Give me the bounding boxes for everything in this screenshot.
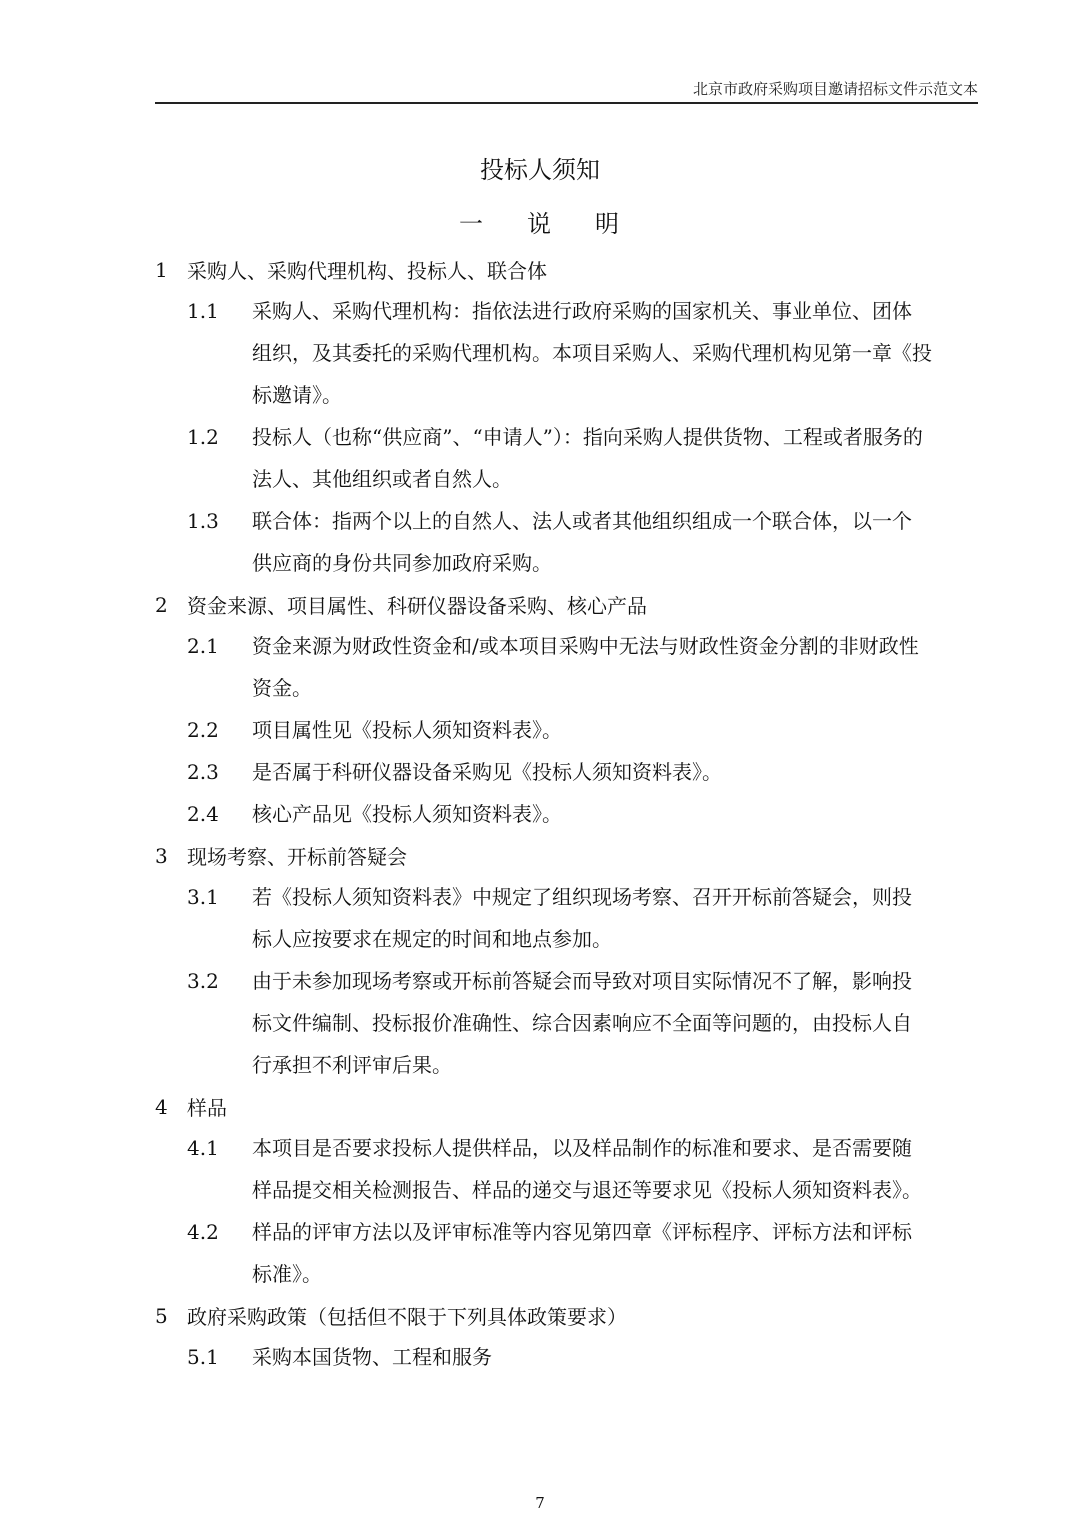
clause-text bbox=[252, 876, 981, 960]
section-heading bbox=[155, 1295, 981, 1336]
clause bbox=[155, 625, 981, 709]
clause-line: 采购本国货物、工程和服务 bbox=[252, 1345, 492, 1369]
clause bbox=[155, 751, 981, 793]
clause-text bbox=[252, 751, 981, 793]
clause bbox=[155, 290, 981, 416]
clause-line: 本项目是否要求投标人提供样品，以及样品制作的标准和要求、是否需要随 bbox=[252, 1136, 912, 1160]
clause bbox=[155, 793, 981, 835]
clause-line: 是否属于科研仪器设备采购见《投标人须知资料表》。 bbox=[252, 760, 722, 784]
section-heading bbox=[155, 1086, 981, 1127]
clause-line: 核心产品见《投标人须知资料表》。 bbox=[252, 802, 562, 826]
section-number: 4 bbox=[155, 1094, 168, 1119]
clause-line: 标人应按要求在规定的时间和地点参加。 bbox=[252, 927, 612, 951]
clause-text bbox=[252, 709, 981, 751]
clause-line: 样品提交相关检测报告、样品的递交与退还等要求见《投标人须知资料表》。 bbox=[252, 1178, 922, 1202]
clause bbox=[155, 709, 981, 751]
clause-line: 联合体：指两个以上的自然人、法人或者其他组织组成一个联合体，以一个 bbox=[252, 509, 912, 533]
clause bbox=[155, 1211, 981, 1295]
section-title: 样品 bbox=[187, 1096, 227, 1120]
clause-text bbox=[252, 290, 981, 416]
clause-text bbox=[252, 500, 981, 584]
page-number: 7 bbox=[535, 1494, 545, 1512]
section-number: 2 bbox=[155, 592, 168, 617]
clause-line: 采购人、采购代理机构：指依法进行政府采购的国家机关、事业单位、团体 bbox=[252, 299, 912, 323]
clause bbox=[155, 500, 981, 584]
clause-text bbox=[252, 1211, 981, 1295]
clause-number: 1.2 bbox=[187, 425, 219, 449]
clause bbox=[155, 1336, 981, 1378]
clause-line: 由于未参加现场考察或开标前答疑会而导致对项目实际情况不了解，影响投 bbox=[252, 969, 912, 993]
page-header bbox=[155, 76, 978, 104]
section-title: 资金来源、项目属性、科研仪器设备采购、核心产品 bbox=[187, 594, 647, 618]
clause-text bbox=[252, 625, 981, 709]
clause-number: 3.1 bbox=[187, 885, 219, 909]
clause-number: 2.1 bbox=[187, 634, 219, 658]
section-title: 政府采购政策（包括但不限于下列具体政策要求） bbox=[187, 1305, 627, 1329]
section-heading bbox=[155, 584, 981, 625]
clause-number: 5.1 bbox=[187, 1345, 219, 1369]
clause-line: 若《投标人须知资料表》中规定了组织现场考察、召开开标前答疑会，则投 bbox=[252, 885, 912, 909]
clause-text bbox=[252, 416, 981, 500]
clause-text bbox=[252, 1336, 981, 1378]
clause-line: 样品的评审方法以及评审标准等内容见第四章《评标程序、评标方法和评标 bbox=[252, 1220, 912, 1244]
header-title: 北京市政府采购项目邀请招标文件示范文本 bbox=[692, 80, 978, 98]
section-heading bbox=[155, 249, 981, 290]
section-title: 现场考察、开标前答疑会 bbox=[187, 845, 407, 869]
clause-number: 4.2 bbox=[187, 1220, 219, 1244]
chapter-heading-char: 说 bbox=[527, 210, 553, 238]
clause bbox=[155, 960, 981, 1086]
clause-line: 行承担不利评审后果。 bbox=[252, 1053, 452, 1077]
document-title: 投标人须知 bbox=[480, 156, 600, 184]
clause-number: 3.2 bbox=[187, 969, 219, 993]
chapter-heading-char: 一 bbox=[459, 210, 485, 238]
clause-line: 标文件编制、投标报价准确性、综合因素响应不全面等问题的，由投标人自 bbox=[252, 1011, 912, 1035]
clause-line: 资金。 bbox=[252, 676, 312, 700]
clause-line: 项目属性见《投标人须知资料表》。 bbox=[252, 718, 562, 742]
chapter-heading bbox=[0, 204, 1080, 239]
clause-number: 2.2 bbox=[187, 718, 219, 742]
clause bbox=[155, 876, 981, 960]
section-number: 3 bbox=[155, 843, 168, 868]
clause-number: 1.3 bbox=[187, 509, 219, 533]
clause-number: 4.1 bbox=[187, 1136, 219, 1160]
clause-line: 法人、其他组织或者自然人。 bbox=[252, 467, 512, 491]
section-heading bbox=[155, 835, 981, 876]
clause-line: 供应商的身份共同参加政府采购。 bbox=[252, 551, 552, 575]
section-number: 1 bbox=[155, 257, 168, 282]
clause-text bbox=[252, 793, 981, 835]
clause-line: 组织，及其委托的采购代理机构。本项目采购人、采购代理机构见第一章《投 bbox=[252, 341, 932, 365]
section-title: 采购人、采购代理机构、投标人、联合体 bbox=[187, 259, 547, 283]
clause-number: 2.3 bbox=[187, 760, 219, 784]
clause bbox=[155, 416, 981, 500]
clause-number: 2.4 bbox=[187, 802, 219, 826]
clause-line: 标准》。 bbox=[252, 1262, 322, 1286]
clause bbox=[155, 1127, 981, 1211]
section-number: 5 bbox=[155, 1303, 168, 1328]
clause-line: 资金来源为财政性资金和/或本项目采购中无法与财政性资金分割的非财政性 bbox=[252, 634, 919, 658]
clause-number: 1.1 bbox=[187, 299, 219, 323]
document-body bbox=[155, 249, 981, 1378]
clause-line: 投标人（也称“供应商”、“申请人”）：指向采购人提供货物、工程或者服务的 bbox=[252, 425, 923, 449]
clause-line: 标邀请》。 bbox=[252, 383, 342, 407]
clause-text bbox=[252, 960, 981, 1086]
clause-text bbox=[252, 1127, 981, 1211]
chapter-heading-char: 明 bbox=[595, 210, 621, 238]
